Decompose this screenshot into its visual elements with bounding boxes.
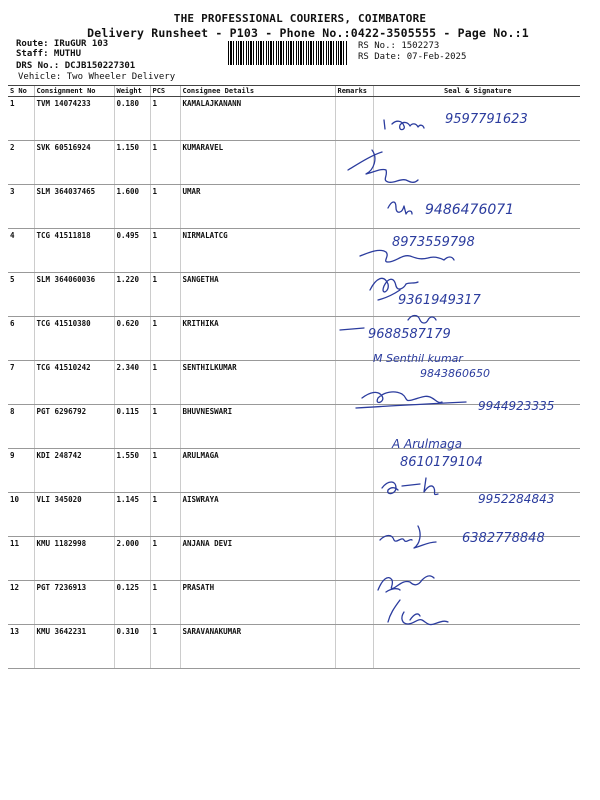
row-signature bbox=[373, 317, 580, 361]
table-row bbox=[8, 625, 580, 669]
row-remarks bbox=[335, 449, 373, 493]
row-signature bbox=[373, 361, 580, 405]
row-weight: 1.220 bbox=[114, 273, 150, 317]
row-consignee: PRASATH bbox=[180, 581, 335, 625]
row-pcs: 1 bbox=[150, 317, 180, 361]
row-pcs: 1 bbox=[150, 141, 180, 185]
table-row bbox=[8, 97, 580, 141]
row-signature bbox=[373, 537, 580, 581]
col-consignment: Consignment No bbox=[34, 86, 114, 97]
row-weight: 1.600 bbox=[114, 185, 150, 229]
table-row bbox=[8, 405, 580, 449]
row-weight: 2.340 bbox=[114, 361, 150, 405]
row-remarks bbox=[335, 361, 373, 405]
row-consignee: BHUVNESWARI bbox=[180, 405, 335, 449]
row-signature bbox=[373, 141, 580, 185]
row-weight: 0.180 bbox=[114, 97, 150, 141]
row-consignee: KRITHIKA bbox=[180, 317, 335, 361]
row-consignment: KMU 3642231 bbox=[34, 625, 114, 669]
row-weight: 1.145 bbox=[114, 493, 150, 537]
row-consignment: SLM 364060036 bbox=[34, 273, 114, 317]
runsheet-title: Delivery Runsheet - P103 - Phone No.:0422-3505555 - Page No.:1 bbox=[87, 26, 529, 40]
row-signature bbox=[373, 625, 580, 669]
col-remarks: Remarks bbox=[335, 86, 373, 97]
rs-date: RS Date: 07-Feb-2025 bbox=[358, 52, 467, 62]
row-sno: 6 bbox=[8, 317, 34, 361]
row-remarks bbox=[335, 97, 373, 141]
row-consignee: KAMALAJKANANN bbox=[180, 97, 335, 141]
row-consignee: ARULMAGA bbox=[180, 449, 335, 493]
rs-number: RS No.: 1502273 bbox=[358, 41, 440, 51]
row-pcs: 1 bbox=[150, 449, 180, 493]
col-pcs: PCS bbox=[150, 86, 180, 97]
row-consignee: SENTHILKUMAR bbox=[180, 361, 335, 405]
row-sno: 8 bbox=[8, 405, 34, 449]
handwritten-phone: 9843860650 bbox=[420, 367, 490, 380]
row-weight: 0.310 bbox=[114, 625, 150, 669]
row-signature bbox=[373, 449, 580, 493]
row-consignment: TCG 41510380 bbox=[34, 317, 114, 361]
row-remarks bbox=[335, 185, 373, 229]
row-sno: 12 bbox=[8, 581, 34, 625]
row-consignment: KMU 1182998 bbox=[34, 537, 114, 581]
row-consignment: TCG 41511818 bbox=[34, 229, 114, 273]
row-pcs: 1 bbox=[150, 581, 180, 625]
row-signature bbox=[373, 229, 580, 273]
row-consignment: VLI 345020 bbox=[34, 493, 114, 537]
row-weight: 0.620 bbox=[114, 317, 150, 361]
vehicle-label: Vehicle: Two Wheeler Delivery bbox=[18, 72, 176, 82]
barcode-graphic bbox=[228, 41, 348, 65]
row-pcs: 1 bbox=[150, 625, 180, 669]
row-signature bbox=[373, 581, 580, 625]
handwritten-phone: 9944923335 bbox=[478, 399, 555, 413]
row-consignee: NIRMALATCG bbox=[180, 229, 335, 273]
handwritten-phone: 8973559798 bbox=[392, 235, 475, 250]
row-remarks bbox=[335, 493, 373, 537]
row-signature bbox=[373, 97, 580, 141]
table-row bbox=[8, 229, 580, 273]
row-sno: 9 bbox=[8, 449, 34, 493]
row-remarks bbox=[335, 537, 373, 581]
handwritten-phone: 6382778848 bbox=[462, 531, 545, 546]
row-consignee: KUMARAVEL bbox=[180, 141, 335, 185]
row-sno: 5 bbox=[8, 273, 34, 317]
drs-number: DRS No.: DCJB150227301 bbox=[16, 61, 136, 71]
company-title: THE PROFESSIONAL COURIERS, COIMBATORE bbox=[173, 12, 427, 25]
row-weight: 1.150 bbox=[114, 141, 150, 185]
row-sno: 7 bbox=[8, 361, 34, 405]
row-consignment: PGT 6296792 bbox=[34, 405, 114, 449]
row-pcs: 1 bbox=[150, 273, 180, 317]
table-row bbox=[8, 581, 580, 625]
handwritten-phone: 9361949317 bbox=[398, 293, 481, 308]
row-pcs: 1 bbox=[150, 537, 180, 581]
route-label: Route: IRuGUR 103 bbox=[16, 39, 109, 49]
row-consignee: UMAR bbox=[180, 185, 335, 229]
row-consignment: SLM 364037465 bbox=[34, 185, 114, 229]
table-row bbox=[8, 361, 580, 405]
row-remarks bbox=[335, 405, 373, 449]
row-remarks bbox=[335, 317, 373, 361]
handwritten-phone: 9952284843 bbox=[478, 492, 555, 506]
row-weight: 1.550 bbox=[114, 449, 150, 493]
table-row bbox=[8, 273, 580, 317]
row-signature bbox=[373, 405, 580, 449]
row-consignment: KDI 248742 bbox=[34, 449, 114, 493]
handwritten-name: A Arulmaga bbox=[392, 437, 463, 451]
table-row bbox=[8, 449, 580, 493]
row-consignment: TCG 41510242 bbox=[34, 361, 114, 405]
table-row bbox=[8, 185, 580, 229]
handwritten-phone: 9688587179 bbox=[368, 327, 451, 342]
table-header-row bbox=[8, 86, 580, 97]
row-sno: 1 bbox=[8, 97, 34, 141]
row-consignment: SVK 60516924 bbox=[34, 141, 114, 185]
row-signature bbox=[373, 273, 580, 317]
row-sno: 4 bbox=[8, 229, 34, 273]
row-sno: 2 bbox=[8, 141, 34, 185]
row-consignee: AISWRAYA bbox=[180, 493, 335, 537]
handwritten-phone: 8610179104 bbox=[400, 455, 483, 470]
col-weight: Weight bbox=[114, 86, 150, 97]
col-consignee: Consignee Details bbox=[180, 86, 335, 97]
row-remarks bbox=[335, 581, 373, 625]
row-remarks bbox=[335, 625, 373, 669]
col-sno: S No bbox=[8, 86, 34, 97]
row-signature bbox=[373, 185, 580, 229]
row-sno: 3 bbox=[8, 185, 34, 229]
table-row bbox=[8, 493, 580, 537]
row-pcs: 1 bbox=[150, 493, 180, 537]
row-signature bbox=[373, 493, 580, 537]
row-remarks bbox=[335, 141, 373, 185]
row-pcs: 1 bbox=[150, 405, 180, 449]
row-pcs: 1 bbox=[150, 185, 180, 229]
handwritten-name: M Senthil kumar bbox=[373, 352, 463, 365]
row-sno: 11 bbox=[8, 537, 34, 581]
row-consignee: SANGETHA bbox=[180, 273, 335, 317]
col-seal: Seal & Signature bbox=[373, 86, 580, 97]
row-remarks bbox=[335, 229, 373, 273]
handwritten-phone: 9486476071 bbox=[425, 202, 515, 218]
row-weight: 0.115 bbox=[114, 405, 150, 449]
row-pcs: 1 bbox=[150, 97, 180, 141]
row-consignment: TVM 14074233 bbox=[34, 97, 114, 141]
row-consignee: SARAVANAKUMAR bbox=[180, 625, 335, 669]
row-sno: 13 bbox=[8, 625, 34, 669]
row-consignment: PGT 7236913 bbox=[34, 581, 114, 625]
row-weight: 2.000 bbox=[114, 537, 150, 581]
table-row bbox=[8, 317, 580, 361]
handwritten-phone: 9597791623 bbox=[445, 112, 528, 127]
row-sno: 10 bbox=[8, 493, 34, 537]
row-weight: 0.125 bbox=[114, 581, 150, 625]
row-remarks bbox=[335, 273, 373, 317]
row-consignee: ANJANA DEVI bbox=[180, 537, 335, 581]
staff-label: Staff: MUTHU bbox=[16, 49, 82, 59]
row-weight: 0.495 bbox=[114, 229, 150, 273]
row-pcs: 1 bbox=[150, 361, 180, 405]
table-row bbox=[8, 141, 580, 185]
table-row bbox=[8, 537, 580, 581]
runsheet-table bbox=[8, 85, 580, 669]
row-pcs: 1 bbox=[150, 229, 180, 273]
